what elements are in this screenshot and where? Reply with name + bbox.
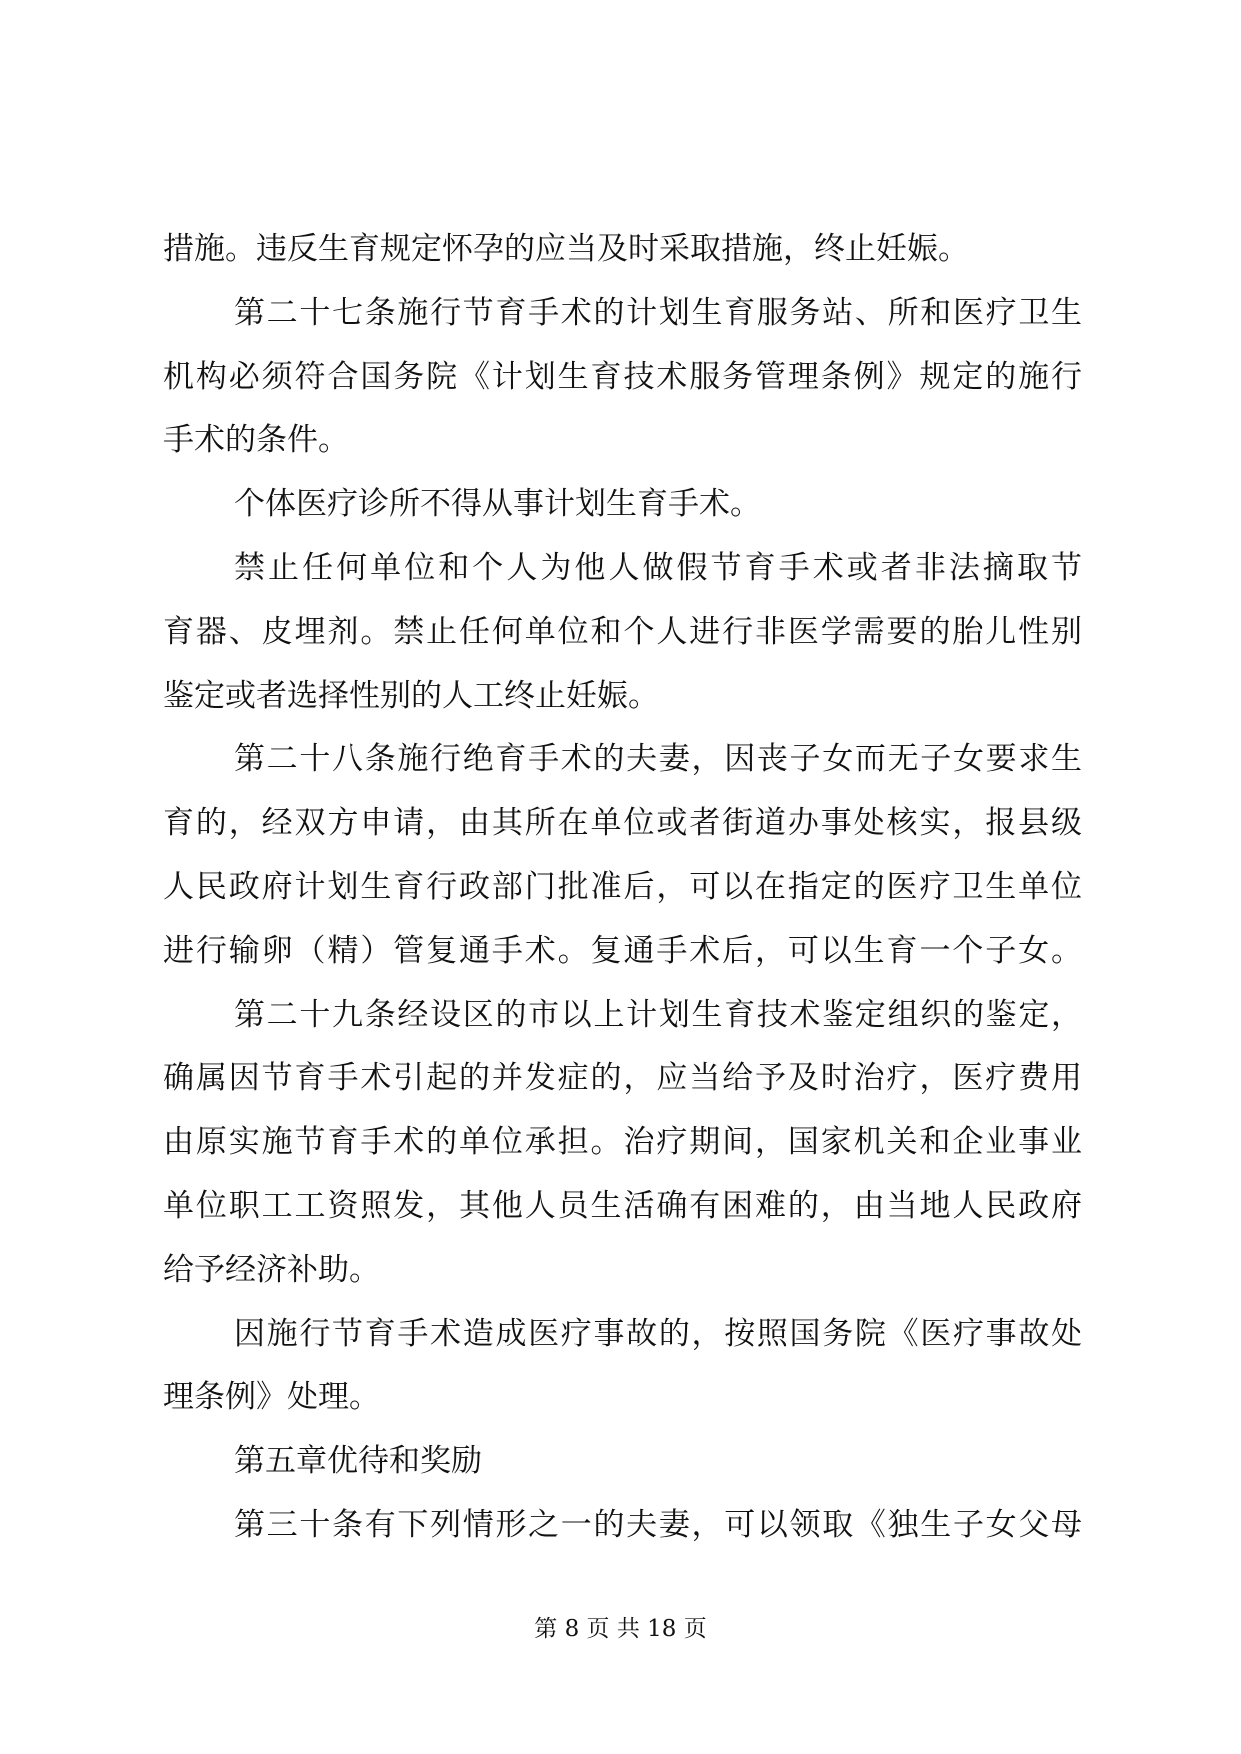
page-footer: 第 8 页 共 18 页 — [534, 1616, 707, 1642]
text-line: 理条例》处理。 — [163, 1379, 380, 1416]
text-line: 措施。违反生育规定怀孕的应当及时采取措施，终止妊娠。 — [163, 231, 969, 267]
document-body — [163, 229, 1082, 1569]
text-line: 手术的条件。 — [163, 422, 349, 459]
text-line: 第五章优待和奖励 — [234, 1443, 482, 1480]
text-line: 机构必须符合国务院《计划生育技术服务管理条例》规定的施行 — [163, 358, 1082, 395]
text-line: 由原实施节育手术的单位承担。治疗期间，国家机关和企业事业 — [163, 1124, 1082, 1161]
text-line: 育器、皮埋剂。禁止任何单位和个人进行非医学需要的胎儿性别 — [163, 613, 1082, 650]
text-line: 个体医疗诊所不得从事计划生育手术。 — [234, 486, 761, 523]
text-line: 给予经济补助。 — [163, 1251, 380, 1288]
text-line: 进行输卵（精）管复通手术。复通手术后，可以生育一个子女。 — [163, 932, 1082, 969]
text-line: 人民政府计划生育行政部门批准后，可以在指定的医疗卫生单位 — [163, 868, 1082, 905]
text-line: 鉴定或者选择性别的人工终止妊娠。 — [163, 677, 659, 714]
text-line: 第二十七条施行节育手术的计划生育服务站、所和医疗卫生 — [234, 294, 1082, 331]
text-line: 第三十条有下列情形之一的夫妻，可以领取《独生子女父母 — [234, 1506, 1082, 1543]
text-line: 因施行节育手术造成医疗事故的，按照国务院《医疗事故处 — [234, 1315, 1082, 1352]
text-line: 育的，经双方申请，由其所在单位或者街道办事处核实，报县级 — [163, 805, 1082, 842]
text-line: 禁止任何单位和个人为他人做假节育手术或者非法摘取节 — [234, 549, 1082, 586]
text-line: 确属因节育手术引起的并发症的，应当给予及时治疗，医疗费用 — [163, 1060, 1082, 1097]
text-line: 第二十九条经设区的市以上计划生育技术鉴定组织的鉴定， — [234, 996, 1082, 1033]
text-line: 单位职工工资照发，其他人员生活确有困难的，由当地人民政府 — [163, 1187, 1082, 1224]
text-line: 第二十八条施行绝育手术的夫妻，因丧子女而无子女要求生 — [234, 741, 1082, 778]
